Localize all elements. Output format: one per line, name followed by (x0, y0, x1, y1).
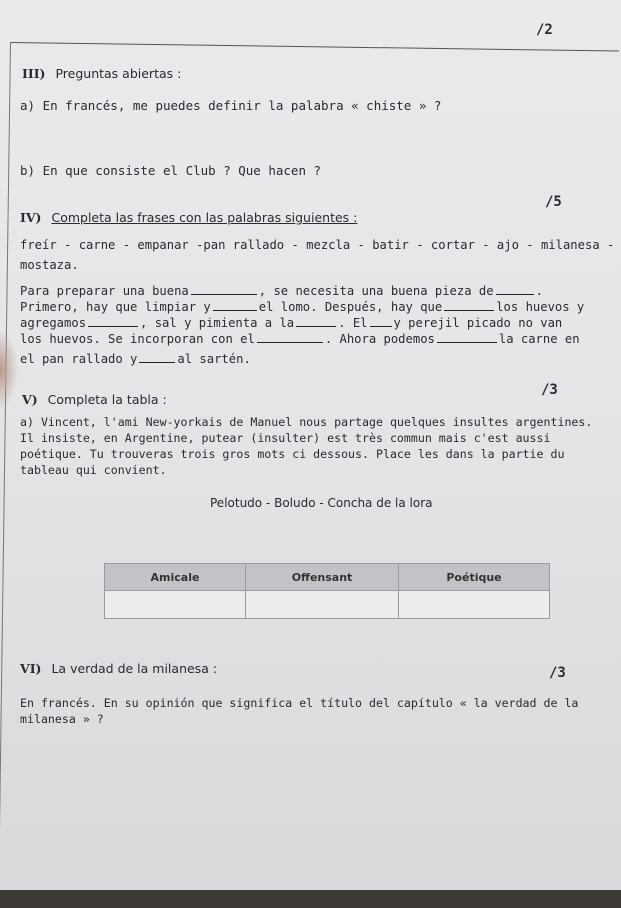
blank-10[interactable] (139, 352, 175, 363)
fill-text: la carne en (498, 332, 580, 346)
table-header-poetique: Poétique (399, 564, 550, 591)
finger-shadow (0, 330, 18, 410)
fill-text: el pan rallado y (20, 352, 138, 366)
word-list-2: mostaza. (20, 258, 79, 272)
section4-number: IV) (20, 210, 42, 225)
section6-title: La verdad de la milanesa : (51, 661, 218, 676)
fill-line-5 (20, 352, 251, 366)
section5-score: /3 (541, 382, 558, 398)
blank-2[interactable] (496, 284, 534, 295)
fill-text: los huevos. Se incorporan con el (20, 332, 255, 346)
section5-paragraph: a) Vincent, l'ami New-yorkais de Manuel nous partage quelques insultes argentines. Il insiste, en Argentine, putear (insulter) est très commun mais c'est aussi poétique. Tu trouveras trois gros mots ci dessous. Place les dans la partie du tableau qui convient. (20, 415, 593, 477)
section4-score: /5 (545, 194, 562, 210)
section5-title: Completa la tabla : (47, 392, 167, 407)
section3-number: III) (22, 66, 46, 81)
section5-heading (22, 392, 167, 407)
section6-number: VI) (20, 661, 42, 676)
blank-5[interactable] (88, 316, 138, 327)
insult-word-list: Pelotudo - Boludo - Concha de la lora (210, 496, 433, 510)
section3-heading (22, 66, 181, 81)
fill-line-1: Para preparar una buena , se necesita una buena pieza de . (20, 284, 543, 298)
table-cell-poetique[interactable] (399, 591, 550, 619)
blank-8[interactable] (257, 332, 323, 343)
section6-question: En francés. En su opinión que significa el título del capítulo « la verdad de la milanesa » ? (20, 696, 579, 726)
blank-9[interactable] (437, 332, 497, 343)
blank-3[interactable] (213, 300, 257, 311)
table-header-amicale: Amicale (105, 564, 246, 591)
word-list-1: freír - carne - empanar -pan rallado - mezcla - batir - cortar - ajo - milanesa - (20, 238, 615, 252)
fill-text: al sartén. (177, 352, 251, 366)
table-header-offensant: Offensant (246, 564, 399, 591)
section6-score: /3 (549, 665, 566, 681)
section6-heading (20, 661, 217, 676)
blank-1[interactable] (191, 284, 257, 295)
fill-text: y perejil picado no van (393, 316, 563, 330)
table-cell-offensant[interactable] (246, 591, 399, 619)
fill-line-4 (20, 332, 580, 346)
total-score: /2 (536, 22, 553, 38)
fill-text: . El (338, 316, 368, 330)
fill-line-3 (20, 316, 562, 330)
fill-text: Primero, hay que limpiar y (20, 300, 211, 314)
fill-text: , se necesita una buena pieza de (258, 284, 494, 298)
fill-text: . Ahora podemos (324, 332, 435, 346)
section5-number: V) (22, 392, 38, 407)
section4-title: Completa las frases con las palabras siguientes : (51, 210, 358, 225)
question-a: a) En francés, me puedes definir la palabra « chiste » ? (20, 98, 442, 113)
insult-table (104, 563, 550, 619)
fill-text: los huevos y (496, 300, 585, 314)
table-cell-amicale[interactable] (105, 591, 246, 619)
fill-text: agregamos (20, 316, 87, 330)
fill-text: el lomo. Después, hay que (258, 300, 443, 314)
section3-title: Preguntas abiertas : (55, 66, 182, 81)
blank-7[interactable] (370, 316, 392, 327)
blank-4[interactable] (444, 300, 494, 311)
fill-text: Para preparar una buena (20, 284, 189, 298)
blank-6[interactable] (296, 316, 336, 327)
fill-line-2 (20, 300, 584, 314)
fill-text: , sal y pimienta a la (140, 316, 295, 330)
section4-heading (20, 210, 357, 225)
question-b: b) En que consiste el Club ? Que hacen ? (20, 163, 322, 178)
